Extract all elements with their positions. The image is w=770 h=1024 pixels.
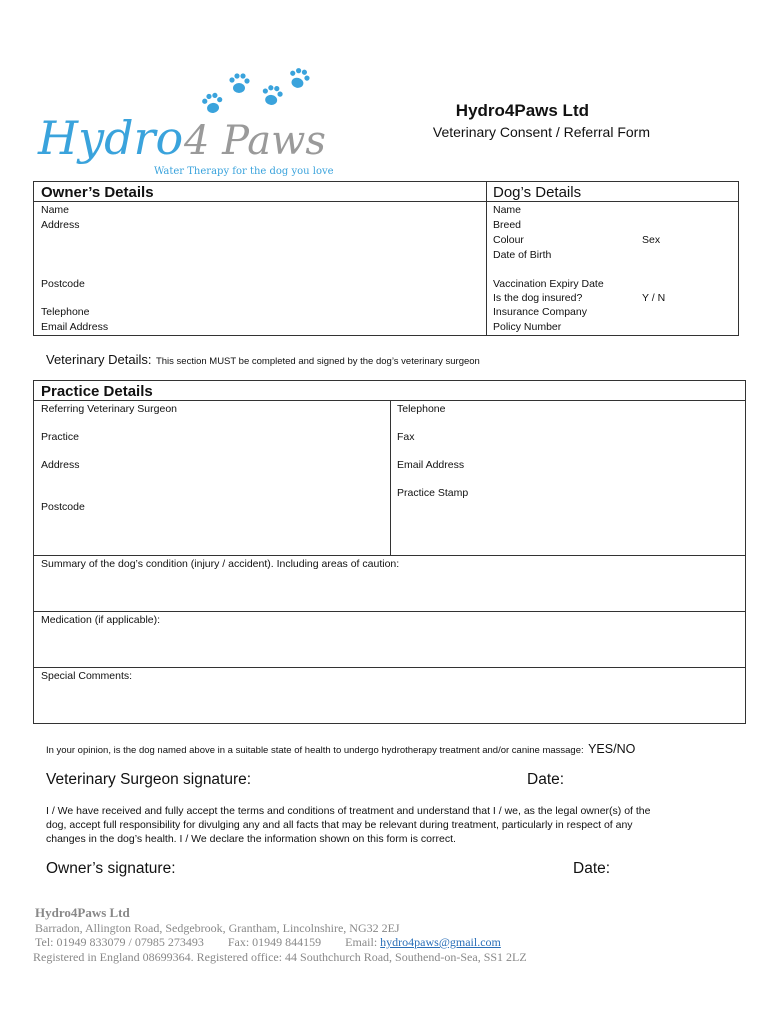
vet-signature-date[interactable]: Date: [527,771,565,788]
company-logo [34,62,334,180]
dog-breed-field[interactable]: Breed [493,219,522,231]
practice-fax-field[interactable]: Fax [397,431,415,443]
footer-company: Hydro4Paws Ltd [35,905,130,920]
practice-telephone-field[interactable]: Telephone [397,403,446,415]
dog-policy-field[interactable]: Policy Number [493,321,562,333]
opinion-answer[interactable]: YES/NO [588,742,636,756]
dog-insurance-company-field[interactable]: Insurance Company [493,306,587,318]
vet-signature-label[interactable]: Veterinary Surgeon signature: [46,771,252,788]
practice-name-field[interactable]: Practice [41,431,79,443]
footer-contact [35,935,501,950]
owner-details-heading: Owner’s Details [41,184,154,201]
dog-colour-field[interactable]: Colour [493,234,524,246]
company-name: Hydro4Paws Ltd [455,101,589,120]
footer-registered: Registered in England 08699364. Registered office: 44 Southchurch Road, Southend-on-Sea, SS1 2LZ [33,950,527,964]
owner-address-field[interactable]: Address [41,219,80,231]
footer-tel: Tel: 01949 833079 / 07985 273493 [35,935,204,949]
practice-email-field[interactable]: Email Address [397,459,465,471]
dog-name-field[interactable]: Name [493,204,522,216]
footer-address: Barradon, Allington Road, Sedgebrook, Grantham, Lincolnshire, NG32 2EJ [35,921,400,935]
owner-dog-section [33,181,739,336]
dog-insured-field[interactable]: Is the dog insured? [493,292,583,304]
practice-address-field[interactable]: Address [41,459,80,471]
opinion-question-row [46,740,635,758]
dog-details-heading: Dog’s Details [493,184,582,201]
special-comments-field[interactable]: Special Comments: [41,670,133,682]
vet-details-label: Veterinary Details: [46,352,152,367]
vet-details-note: This section MUST be completed and signed by the dog’s veterinary surgeon [155,356,480,367]
medication-field[interactable]: Medication (if applicable): [41,614,161,626]
form-title: Veterinary Consent / Referral Form [432,124,650,140]
logo-tagline: Water Therapy for the dog you love... [154,166,334,177]
practice-details-heading: Practice Details [41,383,153,400]
logo-wordmark-blue: Hydro [38,111,184,165]
dog-insured-yn[interactable]: Y / N [642,292,666,304]
owner-postcode-field[interactable]: Postcode [41,278,85,290]
opinion-question: In your opinion, is the dog named above in a suitable state of health to undergo hydrotherapy treatment and/or canine massage: [46,745,584,756]
footer-email-label: Email: [345,935,378,949]
dog-sex-field[interactable]: Sex [642,234,661,246]
practice-section [33,380,746,724]
practice-stamp-field[interactable]: Practice Stamp [397,487,469,499]
condition-summary-field[interactable]: Summary of the dog’s condition (injury / accident). Including areas of caution: [41,558,400,570]
dog-dob-field[interactable]: Date of Birth [493,249,552,261]
footer-fax: Fax: 01949 844159 [227,935,322,949]
owner-declaration: I / We have received and fully accept the terms and conditions of treatment and understand that I / we, as the legal owner(s) of the dog, accept full responsibility for divulging any and all facts that may be relevant during treatment, particularly in respect of any changes in the dog’s health. I / We declare the information shown on this form is correct. [46,805,651,845]
dog-vaccination-field[interactable]: Vaccination Expiry Date [493,278,604,290]
referring-surgeon-field[interactable]: Referring Veterinary Surgeon [41,403,177,415]
vet-details-intro [46,351,480,369]
owner-telephone-field[interactable]: Telephone [41,306,90,318]
owner-email-field[interactable]: Email Address [41,321,109,333]
owner-name-field[interactable]: Name [41,204,70,216]
logo-wordmark-grey: 4 Paws [184,118,326,164]
footer-email-link[interactable]: hydro4paws@gmail.com [380,935,501,949]
paw-prints-icon [34,62,334,180]
owner-signature-date[interactable]: Date: [573,860,611,877]
owner-signature-label[interactable]: Owner’s signature: [46,860,176,877]
practice-postcode-field[interactable]: Postcode [41,501,85,513]
